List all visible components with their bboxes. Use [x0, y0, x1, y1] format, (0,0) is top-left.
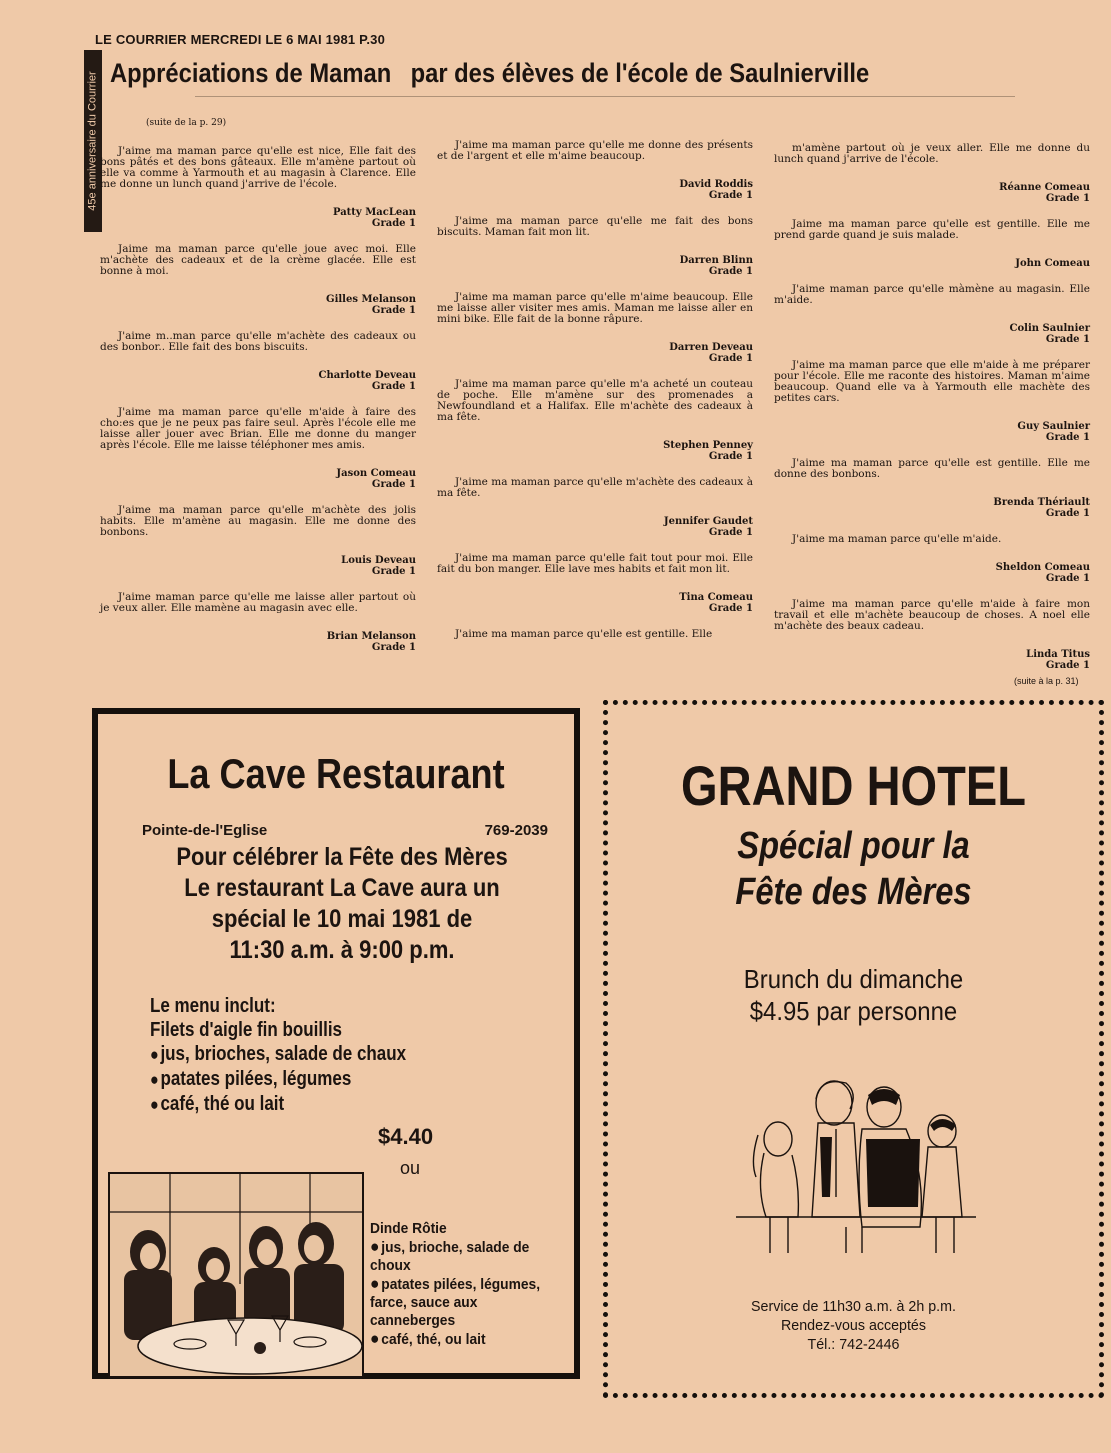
student-grade: Grade 1	[371, 642, 416, 653]
letter-entry	[774, 599, 1090, 671]
letter-entry	[437, 477, 753, 538]
letter-text: J'aime ma maman parce qu'elle m'aide à faire des cho:es que je ne peux pas faire seul. Après l'école elle me laisse aller jouer avec Brian. Elle me donne du manger après l'école. Elle me laisse téléphoner mes amis.	[100, 406, 416, 451]
letter-text: J'aime ma maman parce qu'elle fait tout pour moi. Elle fait du bon manger. Elle lave mes habits et fait mon lit.	[437, 552, 753, 575]
family-brunch-illustration	[736, 1077, 976, 1255]
hotel-special	[642, 823, 1064, 915]
special-line: Spécial pour la	[737, 825, 970, 867]
menu-dish: Filets d'aigle fin bouillis	[150, 1019, 343, 1041]
menu2-item: ● jus, brioche, salade de choux	[370, 1238, 563, 1275]
student-name: Patty MacLean	[332, 207, 416, 218]
student-grade: Grade 1	[1045, 432, 1090, 443]
student-name: John Comeau	[1015, 258, 1090, 269]
letter-entry	[774, 458, 1090, 519]
letter-entry	[437, 379, 753, 462]
service-line: Tél.: 742-2446	[807, 1336, 900, 1353]
brunch-line: $4.95 par personne	[749, 996, 958, 1026]
letter-entry	[774, 284, 1090, 345]
cave-price: $4.40	[378, 1124, 434, 1149]
student-signature	[774, 562, 1090, 584]
letter-text: J'aime maman parce qu'elle me laisse aller partout où je veux aller. Elle mamène au magasin avec elle.	[100, 591, 416, 614]
hotel-brunch	[628, 963, 1080, 1027]
student-signature	[100, 555, 416, 577]
student-name: Guy Saulnier	[1017, 421, 1090, 432]
cave-menu-1	[150, 994, 406, 1117]
menu2-item: ● café, thé, ou lait	[370, 1330, 563, 1349]
service-line: Rendez-vous acceptés	[781, 1317, 926, 1334]
student-signature	[774, 182, 1090, 204]
service-line: Service de 11h30 a.m. à 2h p.m.	[751, 1298, 956, 1315]
letter-text: J'aime ma maman parce qu'elle m'aime beaucoup. Elle me laisse aller visiter mes amis. Maman me laisse aller en mini bike. Elle fait de la bonne râpure.	[437, 291, 753, 325]
student-grade: Grade 1	[1045, 660, 1090, 671]
student-signature	[100, 207, 416, 229]
student-grade: Grade 1	[371, 381, 416, 392]
cave-or: ou	[400, 1158, 421, 1178]
student-signature	[437, 255, 753, 277]
letter-entry	[437, 553, 753, 614]
announce-line: 11:30 a.m. à 9:00 p.m.	[229, 936, 455, 964]
student-signature	[437, 179, 753, 201]
student-name: Brian Melanson	[326, 631, 416, 642]
side-banner-text: 45e anniversaire du Courrier	[87, 71, 100, 211]
special-line: Fête des Mères	[735, 871, 972, 913]
student-signature	[100, 370, 416, 392]
letter-text: J'aime ma maman parce que elle m'aide à me préparer pour l'école. Elle me raconte des histoires. Maman m'aime beaucoup. Quand elle va à Yarmouth elle machète des petites cars.	[774, 359, 1090, 404]
headline-rule	[195, 96, 1015, 97]
student-name: Linda Titus	[1026, 649, 1090, 660]
hotel-service-info	[620, 1297, 1086, 1354]
student-name: Jennifer Gaudet	[663, 516, 753, 527]
letter-entry	[437, 629, 753, 640]
student-grade: Grade 1	[708, 527, 753, 538]
letter-text: J'aime ma maman parce qu'elle me donne des présents et de l'argent et elle m'aime beaucoup.	[437, 139, 753, 162]
letter-entry	[100, 407, 416, 490]
running-head: LE COURRIER MERCREDI LE 6 MAI 1981 P.30	[95, 32, 386, 47]
announce-line: spécial le 10 mai 1981 de	[211, 905, 473, 933]
student-grade: Grade 1	[371, 566, 416, 577]
menu-item: ● patates pilées, légumes	[150, 1067, 406, 1092]
article-column-2	[437, 140, 753, 655]
student-name: Gilles Melanson	[326, 294, 416, 305]
menu-heading: Le menu inclut:	[150, 995, 276, 1017]
continued-from-note: (suite de la p. 29)	[146, 118, 227, 128]
student-name: Darren Blinn	[679, 255, 753, 266]
letter-entry	[437, 292, 753, 364]
student-name: Stephen Penney	[663, 440, 753, 451]
student-signature	[774, 323, 1090, 345]
menu-item: ● café, thé ou lait	[150, 1092, 406, 1117]
student-signature	[774, 421, 1090, 443]
student-grade: Grade 1	[1045, 508, 1090, 519]
student-signature	[437, 516, 753, 538]
letter-text: J'aime ma maman parce qu'elle est nice, Elle fait des bons pâtés et des bons gâteaux. Elle m'amène partout où elle va comme à Yarmouth et au magasin à Clarence. Elle me donne un lunch quand j'arrive de l'école.	[100, 145, 416, 190]
student-name: Brenda Thériault	[993, 497, 1090, 508]
letter-text: J'aime ma maman parce qu'elle est gentille. Elle	[455, 628, 713, 640]
student-grade: Grade 1	[371, 479, 416, 490]
letter-entry	[774, 219, 1090, 269]
student-name: Charlotte Deveau	[318, 370, 416, 381]
student-grade: Grade 1	[1045, 334, 1090, 345]
announce-line: Pour célébrer la Fête des Mères	[176, 843, 508, 871]
announce-line: Le restaurant La Cave aura un	[184, 874, 500, 902]
letter-entry	[100, 592, 416, 653]
letter-entry	[100, 505, 416, 577]
la-cave-restaurant-ad	[92, 708, 580, 1379]
student-name: Louis Deveau	[341, 555, 416, 566]
student-signature	[100, 294, 416, 316]
letter-entry	[100, 331, 416, 392]
cave-ad-title: La Cave Restaurant	[167, 750, 505, 797]
student-grade: Grade 1	[708, 603, 753, 614]
headline-left: Appréciations de Maman	[110, 58, 392, 88]
letter-text: m'amène partout où je veux aller. Elle me donne du lunch quand j'arrive de l'école.	[774, 142, 1090, 165]
cave-phone: 769-2039	[484, 822, 548, 839]
student-signature	[774, 649, 1090, 671]
hotel-ad-title: GRAND HOTEL	[681, 754, 1026, 817]
article-column-3	[774, 143, 1090, 686]
student-name: Réanne Comeau	[999, 182, 1090, 193]
letter-text: J'aime m..man parce qu'elle m'achète des cadeaux ou des bonbor.. Elle fait des bons biscuits.	[100, 330, 416, 353]
letter-text: J'aime ma maman parce qu'elle m'aide.	[792, 533, 1002, 545]
student-name: Tina Comeau	[679, 592, 753, 603]
student-grade: Grade 1	[371, 218, 416, 229]
student-name: Darren Deveau	[669, 342, 753, 353]
student-name: Sheldon Comeau	[995, 562, 1090, 573]
article-column-1	[100, 146, 416, 668]
student-name: Colin Saulnier	[1009, 323, 1090, 334]
student-signature	[774, 497, 1090, 519]
letter-text: J'aime ma maman parce qu'elle m'a acheté un couteau de poche. Elle m'amène sur des promenades a Newfoundland et a Halifax. Elle m'achète des cadeaux à ma fête.	[437, 378, 753, 423]
student-name: David Roddis	[679, 179, 753, 190]
continued-to-note: (suite à la p. 31)	[1014, 676, 1079, 686]
letter-text: Jaime ma maman parce qu'elle joue avec moi. Elle m'achète des cadeaux et de la crème glacée. Elle est bonne à moi.	[100, 243, 416, 277]
menu2-heading: Dinde Rôtie	[370, 1220, 447, 1237]
student-grade: Grade 1	[708, 190, 753, 201]
student-signature	[437, 342, 753, 364]
letter-text: J'aime ma maman parce qu'elle est gentille. Elle me donne des bonbons.	[774, 457, 1090, 480]
student-name: Jason Comeau	[336, 468, 416, 479]
letter-text: J'aime ma maman parce qu'elle m'achète des cadeaux à ma fête.	[437, 476, 753, 499]
letter-entry	[100, 244, 416, 316]
student-grade: Grade 1	[708, 353, 753, 364]
letter-entry	[774, 360, 1090, 443]
student-grade: Grade 1	[708, 266, 753, 277]
letter-entry	[774, 143, 1090, 204]
letter-entry	[437, 140, 753, 201]
letter-text: J'aime maman parce qu'elle màmène au magasin. Elle m'aide.	[774, 283, 1090, 306]
letter-text: J'aime ma maman parce qu'elle m'aide à faire mon travail et elle m'achète beaucoup de choses. A noel elle m'achète des beaux cadeau.	[774, 598, 1090, 632]
student-signature	[100, 468, 416, 490]
letter-entry	[774, 534, 1090, 584]
headline-right: par des élèves de l'école de Saulnierville	[410, 58, 870, 88]
student-grade: Grade 1	[371, 305, 416, 316]
cave-menu-2	[370, 1220, 563, 1349]
student-signature	[774, 258, 1090, 269]
letter-entry	[437, 216, 753, 277]
letter-entry	[100, 146, 416, 229]
menu2-item: ● patates pilées, légumes, farce, sauce aux canneberges	[370, 1275, 563, 1330]
letter-text: Jaime ma maman parce qu'elle est gentille. Elle me prend garde quand je suis malade.	[774, 218, 1090, 241]
student-signature	[437, 440, 753, 462]
page-headline	[110, 58, 990, 89]
cave-announcement	[145, 842, 539, 966]
cave-location: Pointe-de-l'Eglise	[142, 822, 268, 839]
student-grade: Grade 1	[1045, 573, 1090, 584]
letter-text: J'aime ma maman parce qu'elle me fait des bons biscuits. Maman fait mon lit.	[437, 215, 753, 238]
brunch-line: Brunch du dimanche	[743, 964, 964, 994]
letter-text: J'aime ma maman parce qu'elle m'achète des jolis habits. Elle m'amène au magasin. Elle me donne des bonbons.	[100, 504, 416, 538]
student-signature	[100, 631, 416, 653]
student-grade: Grade 1	[708, 451, 753, 462]
menu-item: ● jus, brioches, salade de chaux	[150, 1042, 406, 1067]
dining-family-illustration	[108, 1172, 364, 1378]
grand-hotel-ad	[603, 700, 1104, 1398]
student-grade: Grade 1	[1045, 193, 1090, 204]
student-signature	[437, 592, 753, 614]
